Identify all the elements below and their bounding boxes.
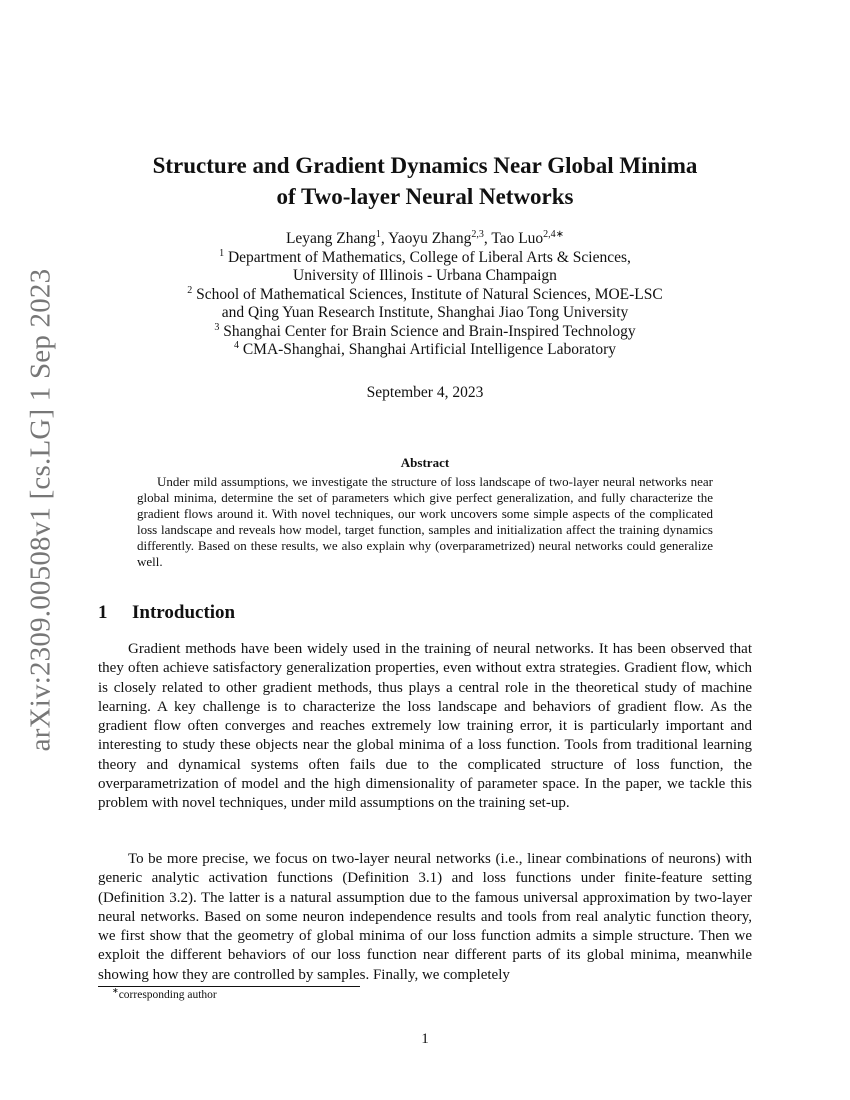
affil-text: Shanghai Center for Brain Science and Brain-Inspired Technology: [223, 322, 636, 340]
affiliation-2-cont: and Qing Yuan Research Institute, Shanghai Jiao Tong University: [221, 304, 629, 321]
title-line-2: of Two-layer Neural Networks: [276, 184, 574, 209]
affil-mark: 4: [233, 339, 239, 351]
affiliation-2: [0, 286, 850, 305]
author-name: Tao Luo: [491, 230, 544, 247]
affiliation-3: [0, 323, 850, 342]
section-title: Introduction: [132, 602, 236, 623]
affil-mark: 2: [187, 284, 193, 296]
author-name: Yaoyu Zhang: [388, 230, 472, 247]
author-name: Leyang Zhang: [285, 230, 376, 247]
title-line-1: Structure and Gradient Dynamics Near Global Minima: [152, 153, 698, 178]
footnote-mark: ∗: [112, 986, 119, 996]
affiliation-1: [0, 249, 850, 268]
affil-mark: 1: [219, 247, 225, 259]
affil-text: School of Mathematical Sciences, Institute of Natural Sciences, MOE-LSC: [196, 285, 663, 303]
footnote-rule: [98, 986, 360, 987]
page-number: 1: [421, 1031, 429, 1047]
abstract-text: Under mild assumptions, we investigate the structure of loss landscape of two-layer neural networks near global minima, determine the set of parameters which give perfect generalization, and fully characterize the gradient flows around it. With novel techniques, our work uncovers some simple aspects of the complicated loss landscape and reveals how model, target function, samples and initialization affect the training dynamics differently. Based on these results, we also explain why (overparametrized) neural networks could generalize well.: [137, 474, 713, 569]
author-list: Leyang Zhang$^1$, Yaoyu Zhang$^{2,3}$, Tao Luo$^{2,4∗}$: [285, 228, 565, 247]
affiliation-1-cont: University of Illinois - Urbana Champaign: [293, 267, 557, 284]
author-affil-mark: 2,4∗: [543, 228, 565, 240]
affil-text: CMA-Shanghai, Shanghai Artificial Intelligence Laboratory: [242, 341, 617, 358]
section-heading-introduction: [98, 602, 235, 624]
arxiv-identifier[interactable]: arXiv:2309.00508v1 [cs.LG] 1 Sep 2023: [24, 268, 57, 752]
intro-paragraph-1: Gradient methods have been widely used in the training of neural networks. It has been observed that they often achieve satisfactory generalization properties, even without extra strategies. Gradient flow, which is closely related to other gradient methods, thus plays a central role in the theoretical study of machine learning. A key challenge is to characterize the loss landscape and behaviors of gradient flow. As the gradient flow often converges and reaches extremely low training error, it is particularly important and interesting to study these objects near the global minima of a loss function. Tools from traditional learning theory and dynamical systems often fails due to the complicated structure of loss function, the overparametrization of model and the high dimensionality of parameter space. In the paper, we tackle this problem with novel techniques, under mild assumptions on the training set-up.: [98, 641, 752, 812]
footnote: [112, 986, 217, 1001]
intro-paragraph-2: To be more precise, we focus on two-layer neural networks (i.e., linear combinations of neurons) with generic analytic activation functions (Definition 3.1) and loss functions under finite-feature setting (Definition 3.2). The latter is a natural assumption due to the famous universal approximation by two-layer neural networks. Based on some neuron independence results and tools from real analytic function theory, we first show that the geometry of global minima of our loss function admits a simple structure. Then we exploit the different behaviors of our loss function near different parts of its global minima, meanwhile showing how they are controlled by samples. Finally, we completely: [98, 851, 752, 983]
section-number: 1: [98, 602, 108, 623]
paper-title: [0, 150, 850, 212]
abstract-heading: Abstract: [400, 455, 450, 470]
author-affil-mark: 2,3: [471, 228, 484, 240]
affiliation-4: [0, 341, 850, 360]
affil-mark: 3: [214, 321, 220, 333]
affil-text: Department of Mathematics, College of Liberal Arts & Sciences,: [227, 248, 631, 266]
footnote-text: corresponding author: [118, 989, 217, 1001]
author-block: [0, 230, 850, 360]
publication-date: September 4, 2023: [366, 384, 484, 401]
author-affil-mark: 1: [375, 228, 381, 240]
